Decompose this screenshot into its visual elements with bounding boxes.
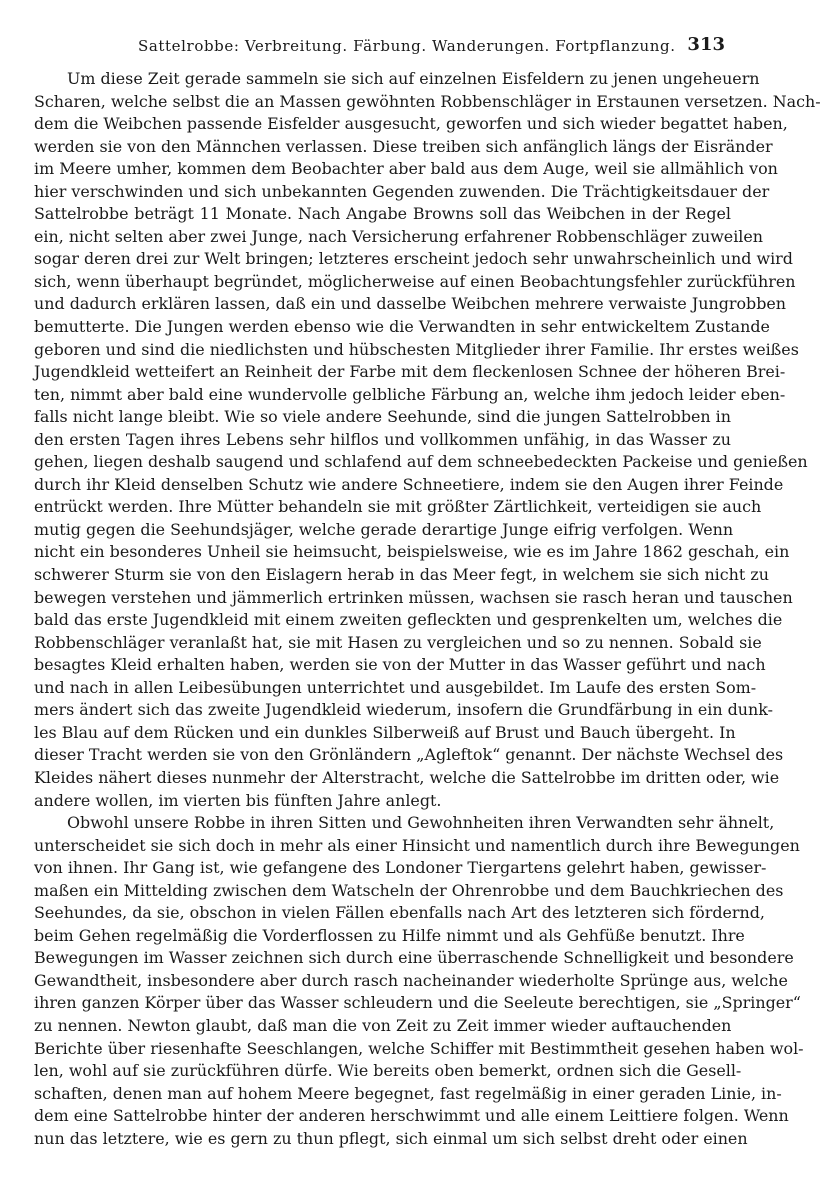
text-line: les Blau auf dem Rücken und ein dunkles Silberweiß auf Brust und Bauch übergeht. In — [34, 722, 736, 742]
text-line: Robbenschläger veranlaßt hat, sie mit Hasen zu vergleichen und so zu nennen. Sobald sie — [34, 632, 762, 652]
text-line: dem die Weibchen passende Eisfelder ausgesucht, geworfen und sich wieder begattet haben, — [34, 114, 788, 134]
text-line: falls nicht lange bleibt. Wie so viele andere Seehunde, sind die jungen Sattelrobben in — [34, 407, 731, 427]
text-line: len, wohl auf sie zurückführen dürfe. Wie bereits oben bemerkt, ordnen sich die Gesell- — [34, 1061, 742, 1081]
text-line: werden sie von den Männchen verlassen. Diese treiben sich anfänglich längs der Eisränder — [34, 136, 773, 156]
paragraph — [34, 812, 804, 1150]
text-line: sogar deren drei zur Welt bringen; letzteres erscheint jedoch sehr unwahrscheinlich und wird — [34, 249, 793, 269]
text-line: Kleides nähert dieses nunmehr der Alterstracht, welche die Sattelrobbe im dritten oder, wie — [34, 767, 780, 787]
text-line: im Meere umher, kommen dem Beobachter aber bald aus dem Auge, weil sie allmählich von — [34, 159, 778, 179]
text-line: und nach in allen Leibesübungen unterrichtet und ausgebildet. Im Laufe des ersten Som- — [34, 677, 757, 697]
text-line: nun das letztere, wie es gern zu thun pflegt, sich einmal um sich selbst dreht oder einen — [34, 1128, 748, 1148]
text-line: beim Gehen regelmäßig die Vorderflossen zu Hilfe nimmt und als Gehfüße benutzt. Ihre — [34, 925, 745, 945]
text-line: hier verschwinden und sich unbekannten Gegenden zuwenden. Die Trächtigkeitsdauer der — [34, 181, 770, 201]
text-line: Berichte über riesenhafte Seeschlangen, welche Schiffer mit Bestimmtheit gesehen haben wol- — [34, 1038, 804, 1058]
text-line: Scharen, welche selbst die an Massen gewöhnten Robbenschläger in Erstaunen versetzen. Nach- — [34, 91, 821, 111]
text-line: den ersten Tagen ihres Lebens sehr hilflos und vollkommen unfähig, in das Wasser zu — [34, 429, 731, 449]
text-line: Obwohl unsere Robbe in ihren Sitten und Gewohnheiten ihren Verwandten sehr ähnelt, — [67, 813, 775, 833]
text-line: von ihnen. Ihr Gang ist, wie gefangene des Londoner Tiergartens gelehrt haben, gewisser- — [34, 858, 767, 878]
text-line: Gewandtheit, insbesondere aber durch rasch nacheinander wiederholte Sprünge aus, welche — [34, 970, 788, 990]
text-line: mutig gegen die Seehundsjäger, welche gerade derartige Junge eifrig verfolgen. Wenn — [34, 519, 734, 539]
running-header — [60, 34, 733, 58]
body-text — [34, 68, 821, 1150]
text-line: Jugendkleid wetteifert an Reinheit der Farbe mit dem fleckenlosen Schnee der höheren Brei- — [34, 362, 786, 382]
text-line: Sattelrobbe beträgt 11 Monate. Nach Angabe Browns soll das Weibchen in der Regel — [34, 204, 731, 224]
page-number: 313 — [687, 34, 725, 55]
text-line: bewegen verstehen und jämmerlich ertrinken müssen, wachsen sie rasch heran und tauschen — [34, 587, 793, 607]
text-line: und dadurch erklären lassen, daß ein und dasselbe Weibchen mehrere verwaiste Jungrobben — [34, 294, 787, 314]
text-line: durch ihr Kleid denselben Schutz wie andere Schneetiere, indem sie den Augen ihrer Feinde — [34, 474, 784, 494]
text-line: geboren und sind die niedlichsten und hübschesten Mitglieder ihrer Familie. Ihr erstes weißes — [34, 339, 799, 359]
text-line: maßen ein Mittelding zwischen dem Watscheln der Ohrenrobbe und dem Bauchkriechen des — [34, 880, 784, 900]
text-line: sich, wenn überhaupt begründet, möglicherweise auf einen Beobachtungsfehler zurückführen — [34, 271, 796, 291]
text-line: bald das erste Jugendkleid mit einem zweiten gefleckten und gesprenkelten um, welches die — [34, 610, 783, 630]
running-title: Sattelrobbe: Verbreitung. Färbung. Wanderungen. Fortpflanzung. — [138, 37, 676, 55]
text-line: schwerer Sturm sie von den Eislagern herab in das Meer fegt, in welchem sie sich nicht zu — [34, 565, 769, 585]
text-line: unterscheidet sie sich doch in mehr als einer Hinsicht und namentlich durch ihre Bewegungen — [34, 835, 800, 855]
text-line: dieser Tracht werden sie von den Grönländern „Agleftok“ genannt. Der nächste Wechsel des — [34, 745, 784, 765]
text-line: besagtes Kleid erhalten haben, werden sie von der Mutter in das Wasser geführt und nach — [34, 655, 766, 675]
text-line: schaften, denen man auf hohem Meere begegnet, fast regelmäßig in einer geraden Linie, in- — [34, 1083, 782, 1103]
text-line: ten, nimmt aber bald eine wundervolle gelbliche Färbung an, welche ihm jedoch leider eben- — [34, 384, 786, 404]
text-line: dem eine Sattelrobbe hinter der anderen herschwimmt und alle einem Leittiere folgen. Wenn — [34, 1106, 789, 1126]
text-line: Seehundes, da sie, obschon in vielen Fällen ebenfalls nach Art des letzteren sich fördernd, — [34, 903, 765, 923]
text-line: bemutterte. Die Jungen werden ebenso wie die Verwandten in sehr entwickeltem Zustande — [34, 317, 770, 337]
paragraph — [34, 68, 821, 812]
text-line: andere wollen, im vierten bis fünften Jahre anlegt. — [34, 790, 442, 810]
text-line: ein, nicht selten aber zwei Junge, nach Versicherung erfahrener Robbenschläger zuweilen — [34, 226, 763, 246]
text-line: ihren ganzen Körper über das Wasser schleudern und die Seeleute berechtigen, sie „Springer“ — [34, 993, 801, 1013]
text-line: zu nennen. Newton glaubt, daß man die von Zeit zu Zeit immer wieder auftauchenden — [34, 1015, 732, 1035]
text-line: Bewegungen im Wasser zeichnen sich durch eine überraschende Schnelligkeit und besondere — [34, 948, 794, 968]
text-line: Um diese Zeit gerade sammeln sie sich auf einzelnen Eisfeldern zu jenen ungeheuern — [67, 69, 760, 88]
text-line: nicht ein besonderes Unheil sie heimsucht, beispielsweise, wie es im Jahre 1862 geschah, ein — [34, 542, 790, 562]
text-line: mers ändert sich das zweite Jugendkleid wiederum, insofern die Grundfärbung in ein dunk- — [34, 700, 773, 720]
text-line: gehen, liegen deshalb saugend und schlafend auf dem schneebedeckten Packeise und genießen — [34, 452, 808, 472]
text-line: entrückt werden. Ihre Mütter behandeln sie mit größter Zärtlichkeit, verteidigen sie auch — [34, 497, 762, 517]
